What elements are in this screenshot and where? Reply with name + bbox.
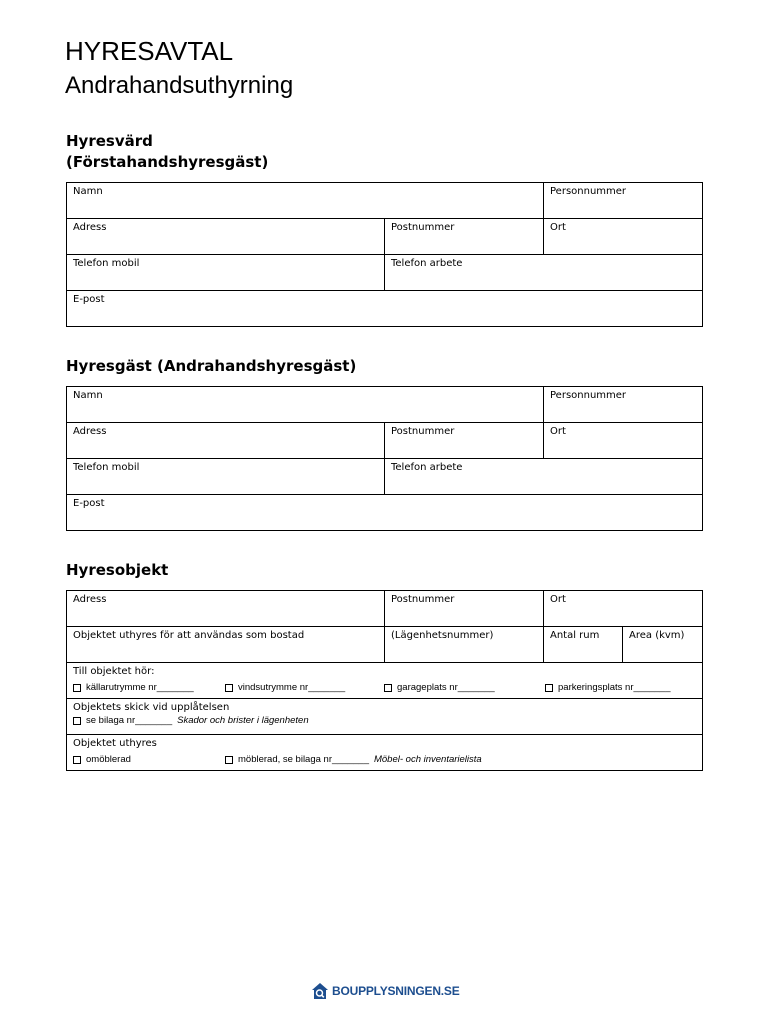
landlord-email-field[interactable]	[67, 291, 703, 327]
property-heading: Hyresobjekt	[66, 561, 169, 579]
furnished-checkbox-option[interactable]	[225, 754, 369, 766]
checkbox-icon[interactable]	[225, 684, 233, 692]
field-label: Personnummer	[550, 390, 627, 401]
option-label: möblerad, se bilaga nr_______	[238, 754, 369, 765]
document-title: HYRESAVTAL	[65, 36, 234, 66]
field-label: E-post	[73, 294, 105, 305]
footer-logo	[311, 982, 460, 1000]
landlord-personal-number-field[interactable]	[544, 183, 703, 219]
field-label: Postnummer	[391, 222, 455, 233]
field-label: Postnummer	[391, 594, 455, 605]
includes-options	[73, 682, 696, 694]
tenant-address-field[interactable]	[67, 423, 385, 459]
garage-checkbox-option[interactable]	[384, 682, 545, 694]
cellar-checkbox-option[interactable]	[73, 682, 225, 694]
condition-label: Objektets skick vid upplåtelsen	[73, 702, 230, 713]
checkbox-icon[interactable]	[73, 684, 81, 692]
property-includes-row	[67, 663, 703, 699]
checkbox-icon[interactable]	[73, 717, 81, 725]
landlord-heading-line1: Hyresvärd	[66, 132, 153, 150]
field-label: Adress	[73, 426, 107, 437]
condition-checkbox-option[interactable]	[73, 715, 172, 727]
property-furnishing-row	[67, 735, 703, 771]
condition-options	[73, 715, 696, 727]
tenant-email-field[interactable]	[67, 495, 703, 531]
unfurnished-checkbox-option[interactable]	[73, 754, 225, 766]
property-area-field[interactable]	[623, 627, 703, 663]
checkbox-icon[interactable]	[545, 684, 553, 692]
option-label: parkeringsplats nr_______	[558, 682, 671, 693]
field-label: E-post	[73, 498, 105, 509]
document-subtitle: Andrahandsuthyrning	[65, 72, 294, 99]
attic-checkbox-option[interactable]	[225, 682, 384, 694]
landlord-table	[66, 182, 703, 327]
option-label: omöblerad	[86, 754, 131, 765]
option-label: källarutrymme nr_______	[86, 682, 194, 693]
field-label: Telefon mobil	[73, 462, 140, 473]
field-label: Postnummer	[391, 426, 455, 437]
field-label: Personnummer	[550, 186, 627, 197]
parking-checkbox-option[interactable]	[545, 682, 671, 694]
furnishing-options	[73, 754, 696, 766]
landlord-name-field[interactable]	[67, 183, 544, 219]
field-label: Telefon arbete	[391, 258, 463, 269]
footer-brand: BOUPPLYSNINGEN.SE	[332, 984, 460, 998]
field-label: Adress	[73, 594, 107, 605]
tenant-city-field[interactable]	[544, 423, 703, 459]
field-label: (Lägenhetsnummer)	[391, 630, 494, 641]
landlord-heading-line2: (Förstahandshyresgäst)	[66, 153, 269, 171]
tenant-mobile-field[interactable]	[67, 459, 385, 495]
property-rooms-field[interactable]	[544, 627, 623, 663]
property-condition-row	[67, 699, 703, 735]
landlord-work-phone-field[interactable]	[385, 255, 703, 291]
condition-note: Skador och brister i lägenheten	[177, 715, 309, 726]
option-label: vindsutrymme nr_______	[238, 682, 346, 693]
field-label: Telefon arbete	[391, 462, 463, 473]
tenant-table	[66, 386, 703, 531]
tenant-personal-number-field[interactable]	[544, 387, 703, 423]
field-label: Ort	[550, 594, 566, 605]
property-purpose-field[interactable]	[67, 627, 385, 663]
field-label: Ort	[550, 426, 566, 437]
option-label: se bilaga nr_______	[86, 715, 173, 726]
furnishing-note: Möbel- och inventarielista	[373, 754, 482, 765]
checkbox-icon[interactable]	[225, 756, 233, 764]
checkbox-icon[interactable]	[73, 756, 81, 764]
landlord-mobile-field[interactable]	[67, 255, 385, 291]
includes-label: Till objektet hör:	[73, 666, 155, 677]
field-label: Adress	[73, 222, 107, 233]
field-label: Objektet uthyres för att användas som bostad	[73, 630, 305, 641]
tenant-postal-code-field[interactable]	[385, 423, 544, 459]
field-label: Ort	[550, 222, 566, 233]
house-magnifier-icon	[311, 982, 329, 1000]
tenant-heading: Hyresgäst (Andrahandshyresgäst)	[66, 357, 357, 375]
property-apartment-number-field[interactable]	[385, 627, 544, 663]
property-table	[66, 590, 703, 771]
furnishing-label: Objektet uthyres	[73, 738, 157, 749]
field-label: Namn	[73, 390, 103, 401]
property-address-field[interactable]	[67, 591, 385, 627]
checkbox-icon[interactable]	[384, 684, 392, 692]
option-label: garageplats nr_______	[397, 682, 495, 693]
landlord-postal-code-field[interactable]	[385, 219, 544, 255]
property-postal-code-field[interactable]	[385, 591, 544, 627]
field-label: Antal rum	[550, 630, 600, 641]
field-label: Telefon mobil	[73, 258, 140, 269]
tenant-work-phone-field[interactable]	[385, 459, 703, 495]
property-city-field[interactable]	[544, 591, 703, 627]
landlord-address-field[interactable]	[67, 219, 385, 255]
field-label: Namn	[73, 186, 103, 197]
field-label: Area (kvm)	[629, 630, 685, 641]
tenant-name-field[interactable]	[67, 387, 544, 423]
landlord-heading	[66, 131, 268, 173]
landlord-city-field[interactable]	[544, 219, 703, 255]
